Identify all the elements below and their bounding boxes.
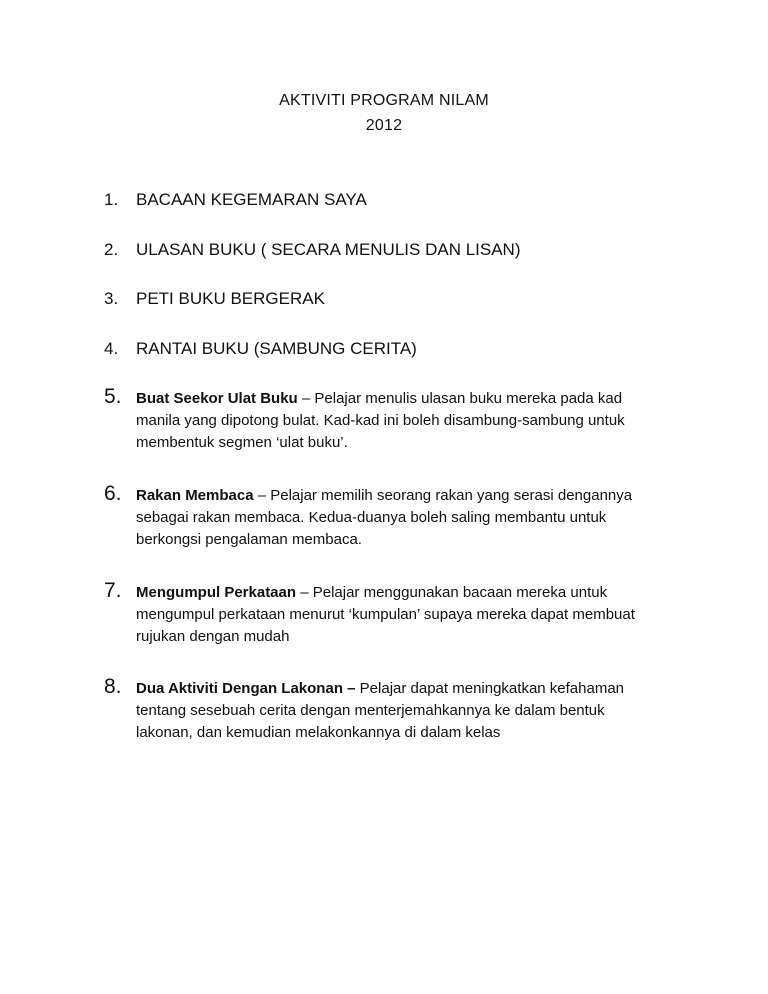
item-description: – Pelajar menggunakan bacaan mereka untuk mengumpul perkataan menurut ‘kumpulan’ supaya mereka dapat membuat rujukan dengan mudah [136,584,635,645]
item-text [136,388,664,454]
list-item [104,675,664,744]
item-number: 6. [104,482,122,505]
item-heading: Buat Seekor Ulat Buku [136,390,298,407]
item-text [136,582,664,648]
item-number: 5. [104,385,122,408]
item-heading: Rakan Membaca [136,487,254,504]
item-text: ULASAN BUKU ( SECARA MENULIS DAN LISAN) [136,240,521,259]
item-number: 4. [104,339,119,358]
item-number: 8. [104,675,122,698]
item-description: Pelajar dapat meningkatkan kefahaman tentang sesebuah cerita dengan menterjemahkannya ke dalam bentuk lakonan, dan kemudian melakonkannya di dalam kelas [136,680,625,741]
item-text [136,678,664,744]
item-text [136,485,664,551]
list-item [104,240,520,260]
item-number: 1. [104,190,119,209]
item-text: PETI BUKU BERGERAK [136,289,325,308]
list-item [104,339,417,359]
item-text: BACAAN KEGEMARAN SAYA [136,190,367,209]
item-text: RANTAI BUKU (SAMBUNG CERITA) [136,339,417,358]
list-item [104,482,664,551]
document-year: 2012 [365,117,403,134]
list-item [104,579,664,648]
list-item [104,289,325,309]
list-item [104,385,664,454]
item-number: 2. [104,240,119,259]
item-heading: Mengumpul Perkataan [136,584,297,601]
item-number: 3. [104,289,119,308]
list-item [104,190,367,210]
item-heading: Dua Aktiviti Dengan Lakonan – [136,680,356,697]
item-description: – Pelajar menulis ulasan buku mereka pada kad manila yang dipotong bulat. Kad-kad ini boleh disambung-sambung untuk membentuk segmen ‘ulat buku’. [136,390,625,451]
document-title: AKTIVITI PROGRAM NILAM [279,92,489,109]
item-description: – Pelajar memilih seorang rakan yang serasi dengannya sebagai rakan membaca. Kedua-duanya boleh saling membantu untuk berkongsi pengalaman membaca. [136,487,633,548]
item-number: 7. [104,579,122,602]
